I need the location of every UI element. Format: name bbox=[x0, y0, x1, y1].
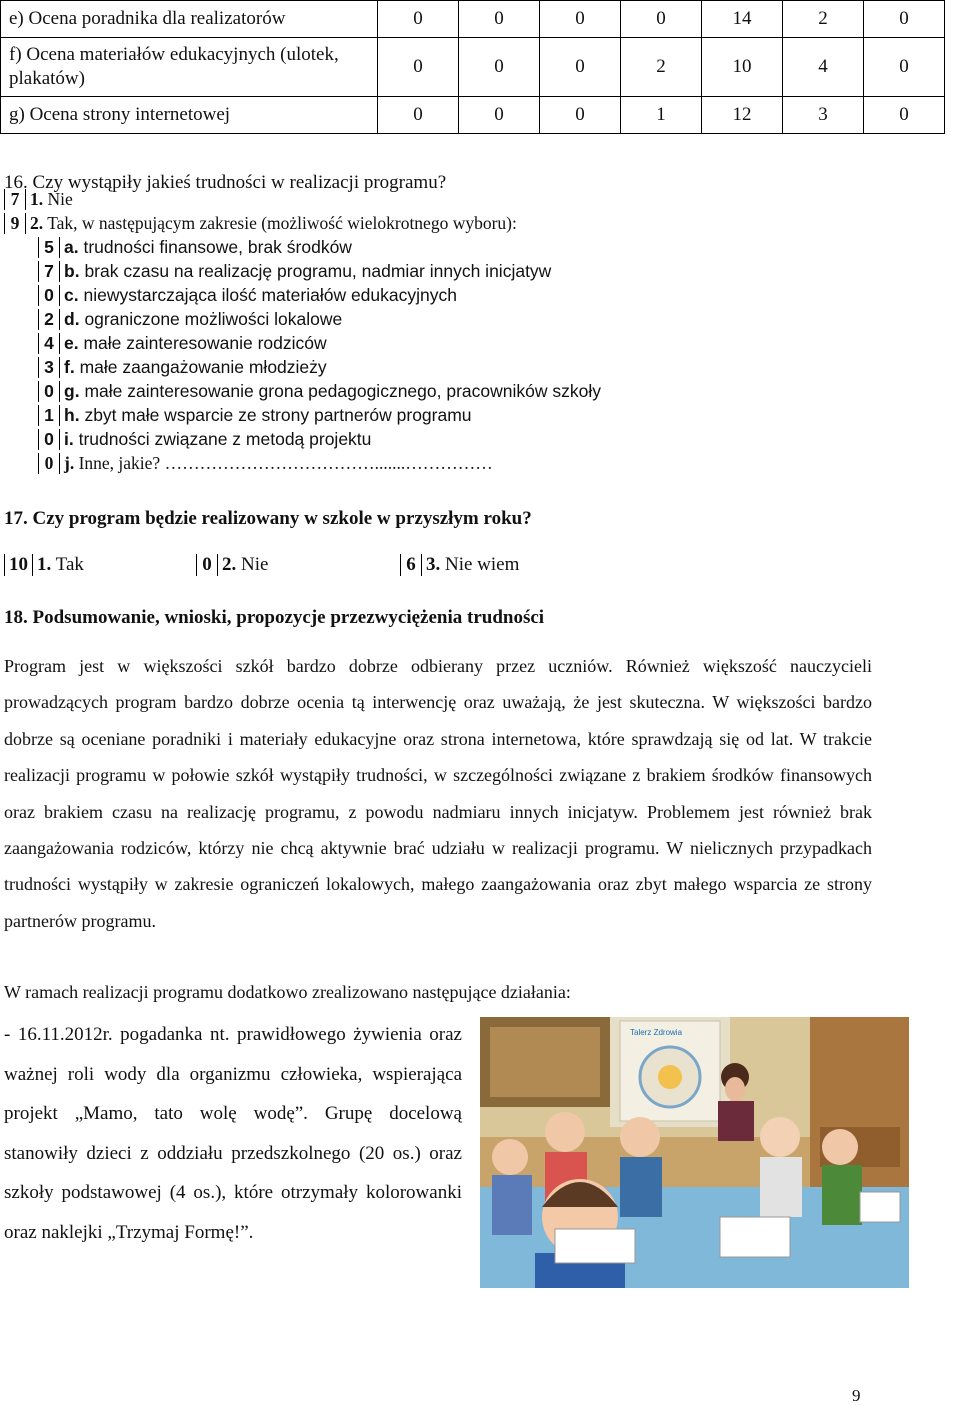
count-box: 10 bbox=[4, 554, 33, 576]
cell: 2 bbox=[621, 38, 702, 97]
option-key: a. bbox=[64, 237, 79, 257]
option-key: h. bbox=[64, 405, 80, 425]
cell: 0 bbox=[864, 38, 945, 97]
ratings-table bbox=[0, 0, 945, 134]
cell: 0 bbox=[621, 1, 702, 38]
cell: 0 bbox=[378, 38, 459, 97]
row-label: g) Ocena strony internetowej bbox=[1, 97, 378, 134]
q16-suboption bbox=[38, 405, 472, 426]
option-text: trudności związane z metodą projektu bbox=[78, 429, 372, 449]
q17-option-2 bbox=[196, 554, 268, 576]
question-18-title: 18. Podsumowanie, wnioski, propozycje przezwyciężenia trudności bbox=[4, 607, 545, 628]
option-key: c. bbox=[64, 285, 79, 305]
option-text: Nie wiem bbox=[445, 554, 520, 575]
option-key: e. bbox=[64, 333, 79, 353]
q16-suboption bbox=[38, 285, 457, 306]
row-label: e) Ocena poradnika dla realizatorów bbox=[1, 1, 378, 38]
q16-suboption bbox=[38, 237, 352, 258]
question-17-title: 17. Czy program będzie realizowany w szkole w przyszłym roku? bbox=[4, 508, 532, 529]
q16-option-2 bbox=[4, 213, 517, 234]
option-text: małe zainteresowanie grona pedagogicznego, pracowników szkoły bbox=[84, 381, 601, 401]
count-box: 1 bbox=[38, 405, 60, 426]
count-box: 0 bbox=[38, 429, 60, 450]
cell: 12 bbox=[702, 97, 783, 134]
option-key: d. bbox=[64, 309, 80, 329]
option-text: Inne, jakie? ……………………………….......…………… bbox=[78, 453, 493, 473]
q16-option-1 bbox=[4, 189, 73, 210]
option-text: brak czasu na realizację programu, nadmiar innych inicjatyw bbox=[84, 261, 552, 281]
count-box: 0 bbox=[38, 285, 60, 306]
option-key: g. bbox=[64, 381, 80, 401]
q17-option-3 bbox=[400, 554, 519, 576]
count-box: 0 bbox=[196, 554, 218, 576]
cell: 1 bbox=[621, 97, 702, 134]
cell: 4 bbox=[783, 38, 864, 97]
classroom-photo bbox=[480, 1017, 909, 1288]
table-row bbox=[1, 1, 945, 38]
option-key: i. bbox=[64, 429, 74, 449]
cell: 0 bbox=[864, 97, 945, 134]
q16-suboption bbox=[38, 333, 327, 354]
option-text: Tak bbox=[55, 554, 84, 575]
option-key: b. bbox=[64, 261, 80, 281]
q16-suboption bbox=[38, 357, 327, 378]
count-box: 7 bbox=[4, 189, 26, 210]
option-text: ograniczone możliwości lokalowe bbox=[84, 309, 343, 329]
summary-paragraph: Program jest w większości szkół bardzo dobrze odbierany przez uczniów. Również większość nauczycieli prowadzących program bardzo dobrze ocenia tą interwencję oraz uważają, że jest skuteczna. W większości bardzo dobrze są oceniane poradniki i materiały edukacyjne oraz strona internetowa, które sprawdzają się od lat. W trakcie realizacji programu w połowie szkół wystąpiły trudności, w szczególności związane z brakiem środków finansowych oraz brakiem czasu na realizację programu, z powodu nadmiaru innych inicjatyw. Problemem jest również brak zaangażowania rodziców, którzy nie chcą aktywnie brać udziału w realizacji programu. W nielicznych przypadkach trudności wystąpiły w zakresie ograniczeń lokalowych, małego zaangażowania oraz zbyt małego wsparcia ze strony partnerów programu. bbox=[4, 656, 872, 931]
cell: 0 bbox=[459, 38, 540, 97]
cell: 0 bbox=[540, 97, 621, 134]
q17-option-1 bbox=[4, 554, 84, 576]
count-box: 6 bbox=[400, 554, 422, 576]
count-box: 9 bbox=[4, 213, 26, 234]
activities-intro: W ramach realizacji programu dodatkowo zrealizowano następujące działania: bbox=[4, 982, 571, 1002]
option-text: Nie bbox=[47, 189, 73, 209]
option-key: 1. bbox=[37, 554, 52, 575]
cell: 0 bbox=[378, 97, 459, 134]
cell: 3 bbox=[783, 97, 864, 134]
option-text: małe zaangażowanie młodzieży bbox=[79, 357, 327, 377]
option-key: 2. bbox=[222, 554, 237, 575]
count-box: 7 bbox=[38, 261, 60, 282]
table-row bbox=[1, 97, 945, 134]
q16-suboption bbox=[38, 453, 493, 474]
count-box: 0 bbox=[38, 453, 60, 474]
option-text: zbyt małe wsparcie ze strony partnerów programu bbox=[84, 405, 472, 425]
row-label: f) Ocena materiałów edukacyjnych (ulotek, plakatów) bbox=[1, 38, 378, 97]
option-key: f. bbox=[64, 357, 75, 377]
cell: 2 bbox=[783, 1, 864, 38]
cell: 0 bbox=[864, 1, 945, 38]
option-key: 1. bbox=[30, 189, 44, 209]
cell: 0 bbox=[459, 97, 540, 134]
option-text: Nie bbox=[241, 554, 269, 575]
option-key: 3. bbox=[426, 554, 441, 575]
q16-suboption bbox=[38, 381, 601, 402]
count-box: 4 bbox=[38, 333, 60, 354]
table-row bbox=[1, 38, 945, 97]
page-number: 9 bbox=[852, 1386, 861, 1405]
cell: 14 bbox=[702, 1, 783, 38]
option-text: małe zainteresowanie rodziców bbox=[83, 333, 327, 353]
count-box: 2 bbox=[38, 309, 60, 330]
option-key: 2. bbox=[30, 213, 44, 233]
count-box: 0 bbox=[38, 381, 60, 402]
cell: 0 bbox=[540, 1, 621, 38]
q16-suboption bbox=[38, 429, 371, 450]
question-16-title: 16. Czy wystąpiły jakieś trudności w realizacji programu? bbox=[4, 172, 447, 193]
q16-suboption bbox=[38, 261, 551, 282]
poster-title: Talerz Zdrowia bbox=[630, 1028, 683, 1037]
cell: 0 bbox=[459, 1, 540, 38]
option-text: niewystarczająca ilość materiałów edukacyjnych bbox=[83, 285, 457, 305]
count-box: 5 bbox=[38, 237, 60, 258]
option-text: Tak, w następującym zakresie (możliwość wielokrotnego wyboru): bbox=[47, 213, 517, 233]
q16-suboption bbox=[38, 309, 342, 330]
cell: 0 bbox=[378, 1, 459, 38]
cell: 0 bbox=[540, 38, 621, 97]
count-box: 3 bbox=[38, 357, 60, 378]
cell: 10 bbox=[702, 38, 783, 97]
option-key: j. bbox=[64, 453, 75, 473]
option-text: trudności finansowe, brak środków bbox=[83, 237, 352, 257]
activity-paragraph: - 16.11.2012r. pogadanka nt. prawidłowego żywienia oraz ważnej roli wody dla organizmu człowieka, wspierająca projekt „Mamo, tato wolę wodę”. Grupę docelową stanowiły dzieci z oddziału przedszkolnego (20 os.) oraz szkoły podstawowej (4 os.), które otrzymały kolorowanki oraz naklejki „Trzymaj Formę!”. bbox=[4, 1024, 462, 1243]
